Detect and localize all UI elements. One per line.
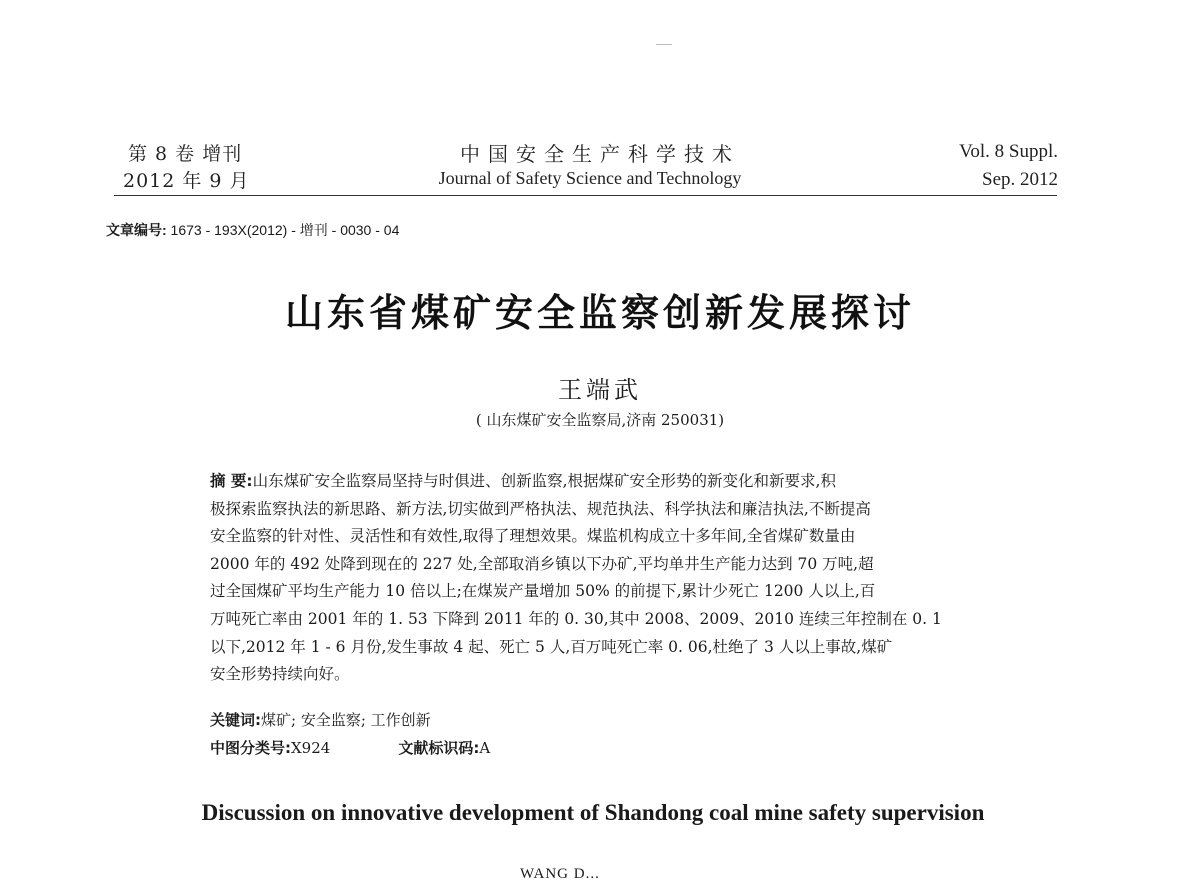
abstract-line: 安全形势持续向好。: [210, 665, 350, 684]
author-name-en: WANG D...: [520, 866, 600, 882]
keywords-label: 关键词:: [210, 711, 261, 729]
classification: [210, 737, 490, 758]
paper-title: 山东省煤矿安全监察创新发展探讨: [284, 291, 915, 335]
abstract-line: 以下,2012 年 1 - 6 月份,发生事故 4 起、死亡 5 人,百万吨死亡率 0. 06,杜绝了 3 人以上事故,煤矿: [210, 637, 893, 656]
abstract-text: 山东煤矿安全监察局坚持与时俱进、创新监察,根据煤矿安全形势的新变化和新要求,积: [252, 472, 836, 490]
volume-cn: 第 8 卷 增刊: [128, 143, 243, 165]
abstract-line: 万吨死亡率由 2001 年的 1. 53 下降到 2011 年的 0. 30,其中 2008、2009、2010 连续三年控制在 0. 1: [210, 609, 942, 628]
abstract: [210, 468, 980, 689]
article-number: [106, 220, 399, 240]
date-en: Sep. 2012: [982, 169, 1058, 190]
doc-code-label: 文献标识码:: [398, 739, 480, 757]
author-name: 王端武: [558, 376, 642, 404]
clc-label: 中图分类号:: [210, 739, 291, 757]
volume-en: Vol. 8 Suppl.: [959, 141, 1058, 162]
journal-name-en: Journal of Safety Science and Technology: [438, 168, 742, 188]
keywords-value: 煤矿; 安全监察; 工作创新: [261, 711, 431, 729]
clc-value: X924: [291, 739, 331, 757]
journal-name-cn: 中国安全生产科学技术: [460, 142, 740, 166]
abstract-line: 2000 年的 492 处降到现在的 227 处,全部取消乡镇以下办矿,平均单井生产能力达到 70 万吨,超: [210, 554, 874, 573]
author-affiliation: ( 山东煤矿安全监察局,济南 250031): [475, 411, 725, 429]
abstract-line: 极探索监察执法的新思路、新方法,切实做到严格执法、规范执法、科学执法和廉洁执法,不断提高: [210, 499, 871, 518]
scan-speck: [656, 44, 672, 45]
article-number-label: 文章编号:: [106, 222, 167, 238]
date-cn: 2012 年 9 月: [123, 170, 250, 192]
paper-title-en: Discussion on innovative development of Shandong coal mine safety supervision: [201, 800, 985, 825]
article-number-value: 1673 - 193X(2012) - 增刊 - 0030 - 04: [166, 222, 400, 238]
doc-code-value: A: [479, 739, 491, 757]
abstract-label: 摘 要:: [210, 472, 253, 490]
abstract-line: 安全监察的针对性、灵活性和有效性,取得了理想效果。煤监机构成立十多年间,全省煤矿数量由: [210, 527, 856, 546]
keywords: [210, 709, 431, 730]
abstract-line: [210, 468, 980, 496]
abstract-line: 过全国煤矿平均生产能力 10 倍以上;在煤炭产量增加 50% 的前提下,累计少死亡 1200 人以上,百: [210, 582, 876, 601]
header-rule: [114, 195, 1057, 196]
